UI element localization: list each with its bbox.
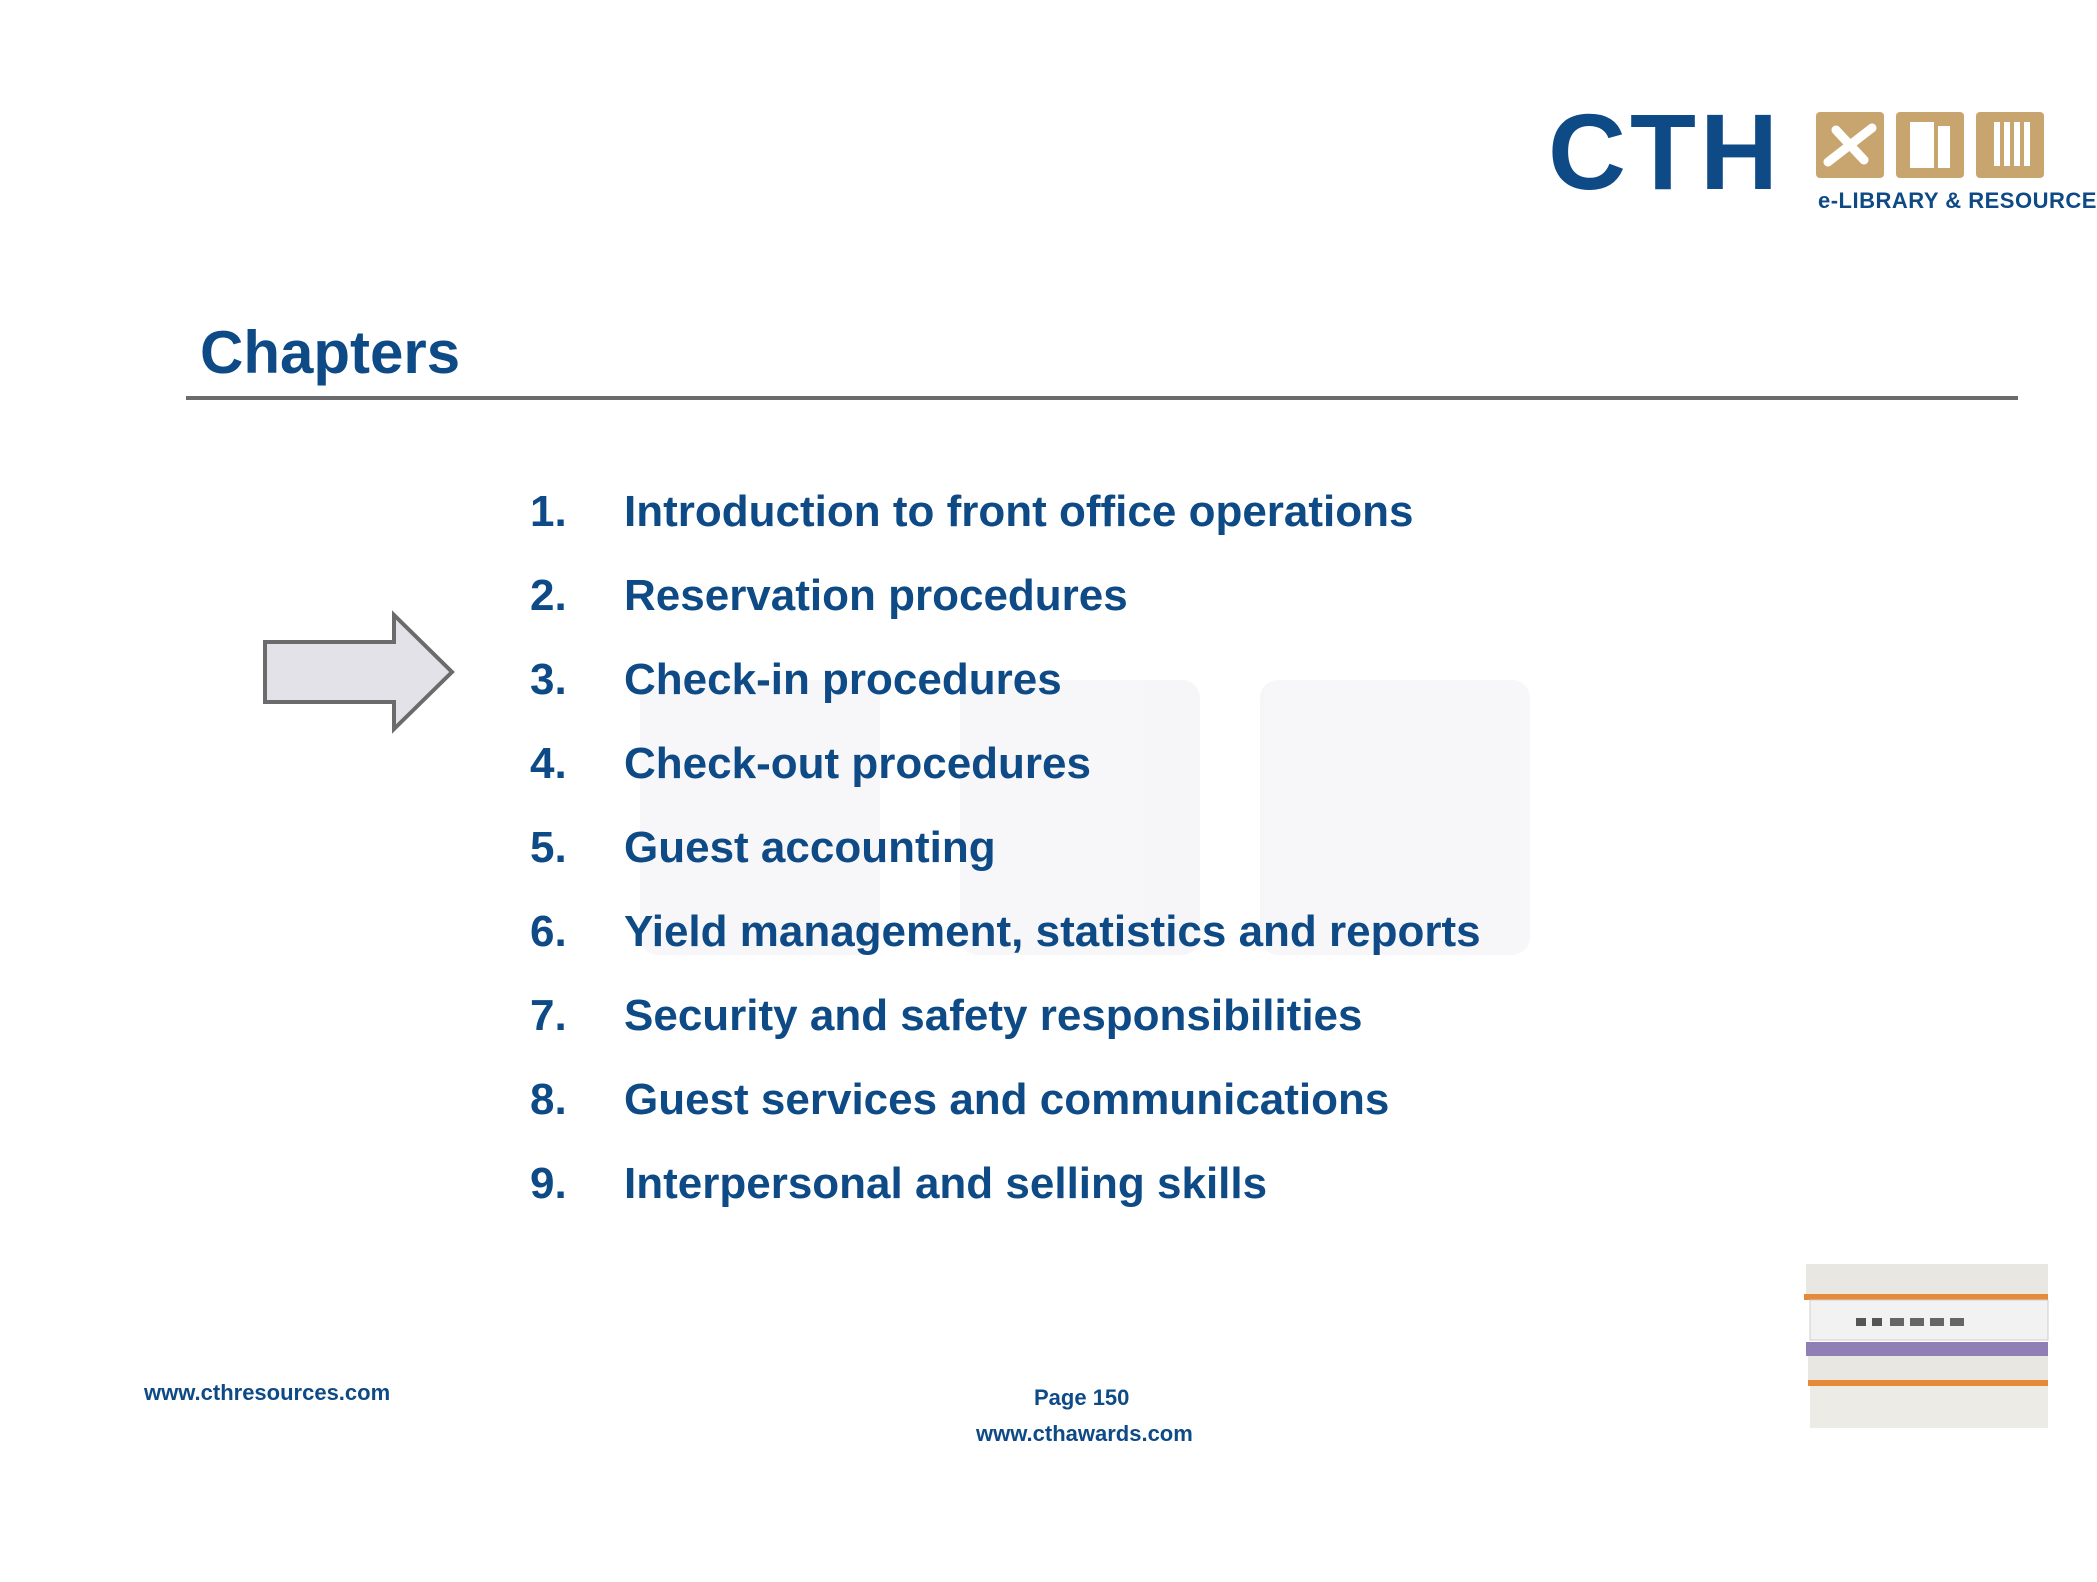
airplane-icon [1816, 112, 1884, 178]
chapter-title: Check-out procedures [624, 739, 1091, 788]
cth-logo [1548, 91, 2097, 218]
chapter-number: 7. [530, 991, 567, 1040]
chapter-number: 4. [530, 739, 567, 788]
chapter-title: Interpersonal and selling skills [624, 1159, 1268, 1208]
chapter-item [530, 554, 1481, 638]
chapter-item-current [530, 638, 1481, 722]
chapter-number: 8. [530, 1075, 567, 1124]
chapter-item [530, 722, 1481, 806]
books-icon [1800, 1262, 2048, 1430]
chapter-title: Guest accounting [624, 823, 996, 872]
chapter-item [530, 1058, 1481, 1142]
logo-subtitle: e-LIBRARY & RESOURCE [1818, 188, 2097, 213]
page-title: Chapters [200, 319, 461, 386]
chapter-item [530, 806, 1481, 890]
footer-resources-link[interactable]: www.cthresources.com [144, 1380, 391, 1405]
chapter-title: Security and safety responsibilities [624, 991, 1363, 1040]
logo-wordmark: CTH [1548, 91, 1782, 212]
chapter-number: 3. [530, 655, 567, 704]
chapter-number: 9. [530, 1159, 567, 1208]
chapter-item [530, 890, 1481, 974]
chapter-list [530, 470, 1481, 1226]
suitcase-icon [1896, 112, 1964, 178]
chapter-title: Reservation procedures [624, 571, 1128, 620]
chapter-item [530, 470, 1481, 554]
chapter-number: 6. [530, 907, 567, 956]
chapter-title: Check-in procedures [624, 655, 1062, 704]
chapter-title: Guest services and communications [624, 1075, 1390, 1124]
page-number: Page 150 [1034, 1385, 1130, 1410]
pointer-arrow-icon [262, 612, 458, 732]
title-divider [186, 396, 2018, 400]
chapter-item [530, 1142, 1481, 1226]
fork-icon [1976, 112, 2044, 178]
chapter-title: Yield management, statistics and reports [624, 907, 1481, 956]
chapter-number: 5. [530, 823, 567, 872]
chapter-number: 2. [530, 571, 567, 620]
chapter-item [530, 974, 1481, 1058]
footer-awards-link[interactable]: www.cthawards.com [976, 1421, 1193, 1446]
chapter-title: Introduction to front office operations [624, 487, 1414, 536]
chapter-number: 1. [530, 487, 567, 536]
